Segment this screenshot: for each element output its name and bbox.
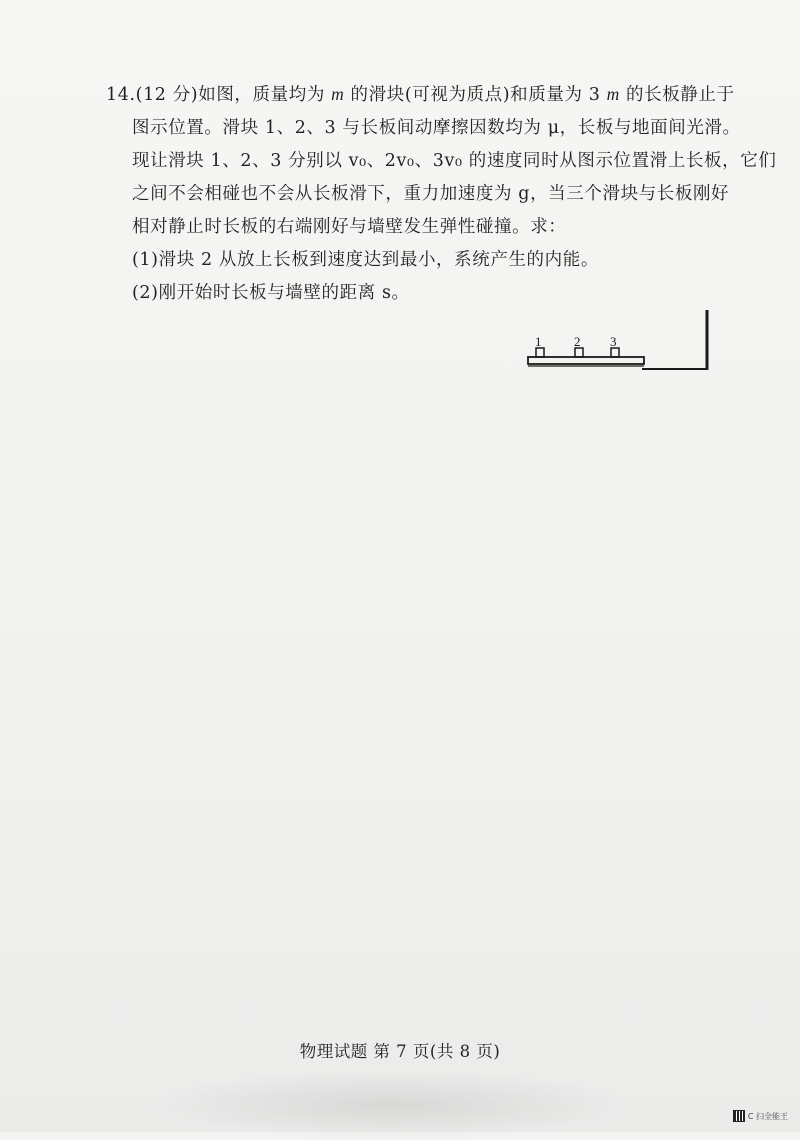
question-line-5: 相对静止时长板的右端刚好与墙壁发生弹性碰撞。求：	[132, 217, 567, 237]
long-board	[528, 357, 644, 364]
question-text: 的长板静止于	[619, 85, 735, 105]
sub-question-2: (2)刚开始时长板与墙壁的距离 s。	[132, 283, 410, 303]
qr-icon	[733, 1110, 745, 1122]
slider-block-1	[536, 348, 544, 357]
board-wall-diagram	[524, 308, 714, 378]
question-text: 的滑块(可视为质点)和质量为 3	[344, 85, 607, 105]
block-label-1: 1	[535, 334, 542, 349]
question-score: (12 分)	[135, 85, 199, 105]
block-label-2: 2	[574, 334, 581, 349]
block-label-3: 3	[610, 334, 617, 349]
sub-question-1: (1)滑块 2 从放上长板到速度达到最小，系统产生的内能。	[132, 250, 599, 270]
mass-symbol: m	[331, 84, 345, 104]
scanner-watermark	[733, 1110, 788, 1122]
question-line-2: 图示位置。滑块 1、2、3 与长板间动摩擦因数均为 μ，长板与地面间光滑。	[132, 118, 741, 138]
question-text: 如图，质量均为	[198, 85, 332, 105]
page-footer: 物理试题 第 7 页(共 8 页)	[299, 1042, 501, 1061]
question-line-3: 现让滑块 1、2、3 分别以 v₀、2v₀、3v₀ 的速度同时从图示位置滑上长板，它们	[132, 151, 777, 171]
scan-smudge	[150, 1070, 630, 1140]
question-line-4: 之间不会相碰也不会从长板滑下，重力加速度为 g，当三个滑块与长板刚好	[132, 184, 730, 204]
question-number: 14.	[106, 85, 136, 105]
mass-symbol: m	[606, 84, 620, 104]
slider-block-2	[575, 348, 583, 357]
question-line-1	[106, 78, 735, 112]
slider-block-3	[611, 348, 619, 357]
question-14	[106, 78, 777, 310]
scanner-label: C 扫全能王	[747, 1111, 788, 1121]
